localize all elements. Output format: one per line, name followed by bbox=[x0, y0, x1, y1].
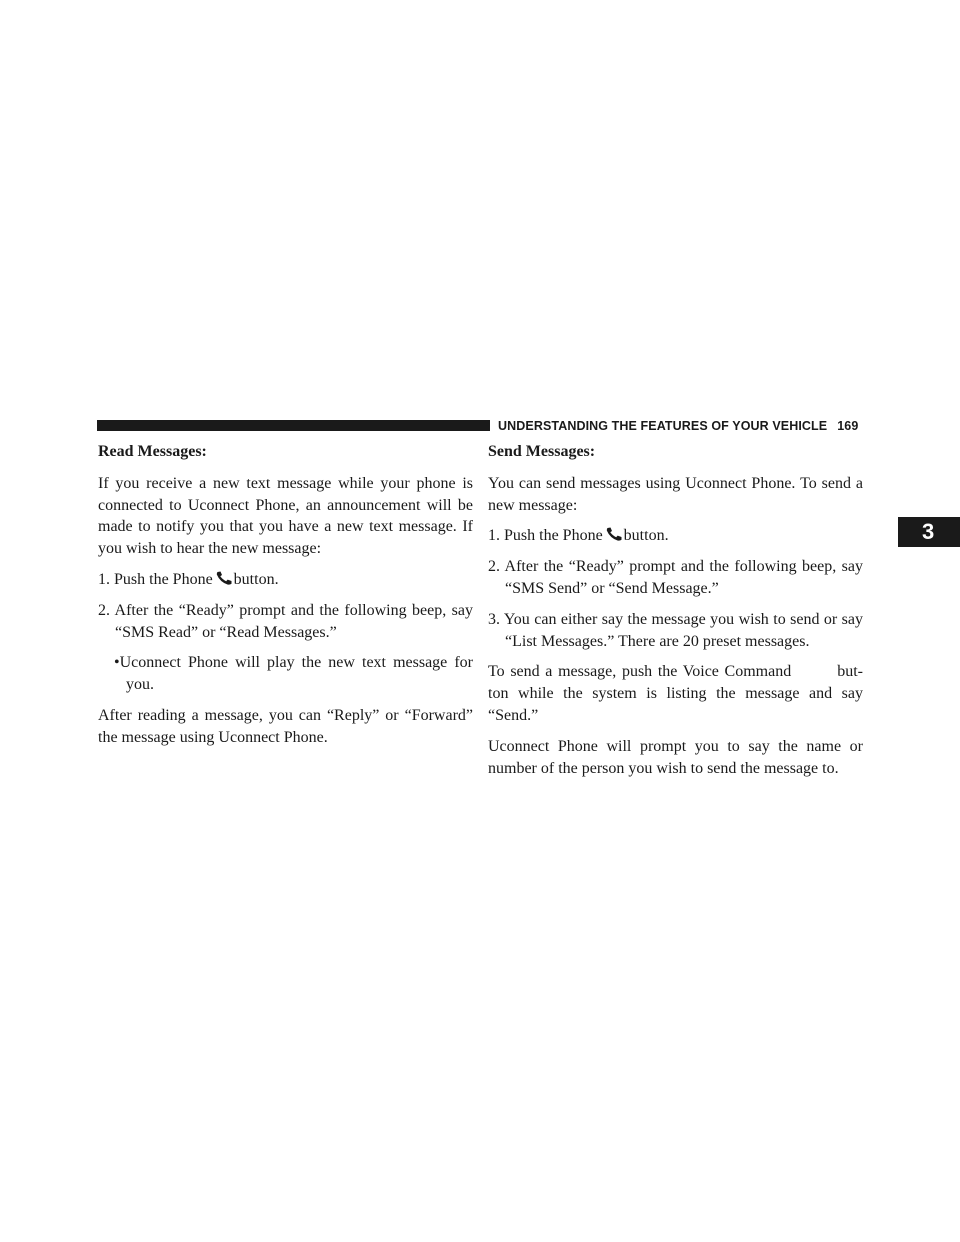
running-header bbox=[498, 419, 858, 433]
voice-text: To send a message, push the Voice Command bbox=[488, 663, 792, 681]
read-step-1 bbox=[98, 569, 473, 591]
chapter-tab: 3 bbox=[898, 517, 960, 547]
send-step-1 bbox=[488, 525, 863, 547]
right-column bbox=[488, 441, 863, 788]
phone-icon bbox=[216, 571, 233, 585]
header-rule bbox=[97, 420, 490, 431]
step-text: button. bbox=[233, 570, 279, 588]
step-text: button. bbox=[623, 527, 669, 545]
read-bullet bbox=[98, 652, 473, 696]
bullet-mark: • bbox=[114, 654, 120, 672]
read-step-2: 2. After the “Ready” prompt and the following beep, say “SMS Read” or “Read Messages.” bbox=[98, 601, 473, 641]
read-messages-intro: If you receive a new text message while your phone is connected to Uconnect Phone, an announcement will be made to notify you that you have a new text message. If you wish to hear the new message: bbox=[98, 474, 473, 558]
phone-icon bbox=[606, 527, 623, 541]
send-messages-outro: Uconnect Phone will prompt you to say the name or number of the person you wish to send the message to. bbox=[488, 737, 863, 777]
voice-command-paragraph bbox=[488, 661, 863, 726]
section-title: UNDERSTANDING THE FEATURES OF YOUR VEHICLE bbox=[498, 419, 828, 433]
send-step-2: 2. After the “Ready” prompt and the following beep, say “SMS Send” or “Send Message.” bbox=[488, 558, 863, 597]
bullet-text: Uconnect Phone will play the new text message for you. bbox=[119, 654, 473, 694]
step-text: 1. Push the Phone bbox=[488, 527, 603, 545]
read-messages-outro: After reading a message, you can “Reply” or “Forward” the message using Uconnect Phone. bbox=[98, 706, 473, 746]
voice-text: but- ton while the system is listing the message and say “Send.” bbox=[488, 663, 863, 724]
send-messages-heading: Send Messages: bbox=[488, 443, 596, 460]
send-messages-intro: You can send messages using Uconnect Phone. To send a new message: bbox=[488, 474, 863, 514]
step-text: 1. Push the Phone bbox=[98, 570, 213, 588]
read-messages-heading: Read Messages: bbox=[98, 443, 207, 460]
left-column bbox=[98, 441, 473, 758]
send-step-3: 3. You can either say the message you wish to send or say “List Messages.” There are 20 preset messages. bbox=[488, 610, 863, 650]
page-number: 169 bbox=[837, 419, 859, 433]
